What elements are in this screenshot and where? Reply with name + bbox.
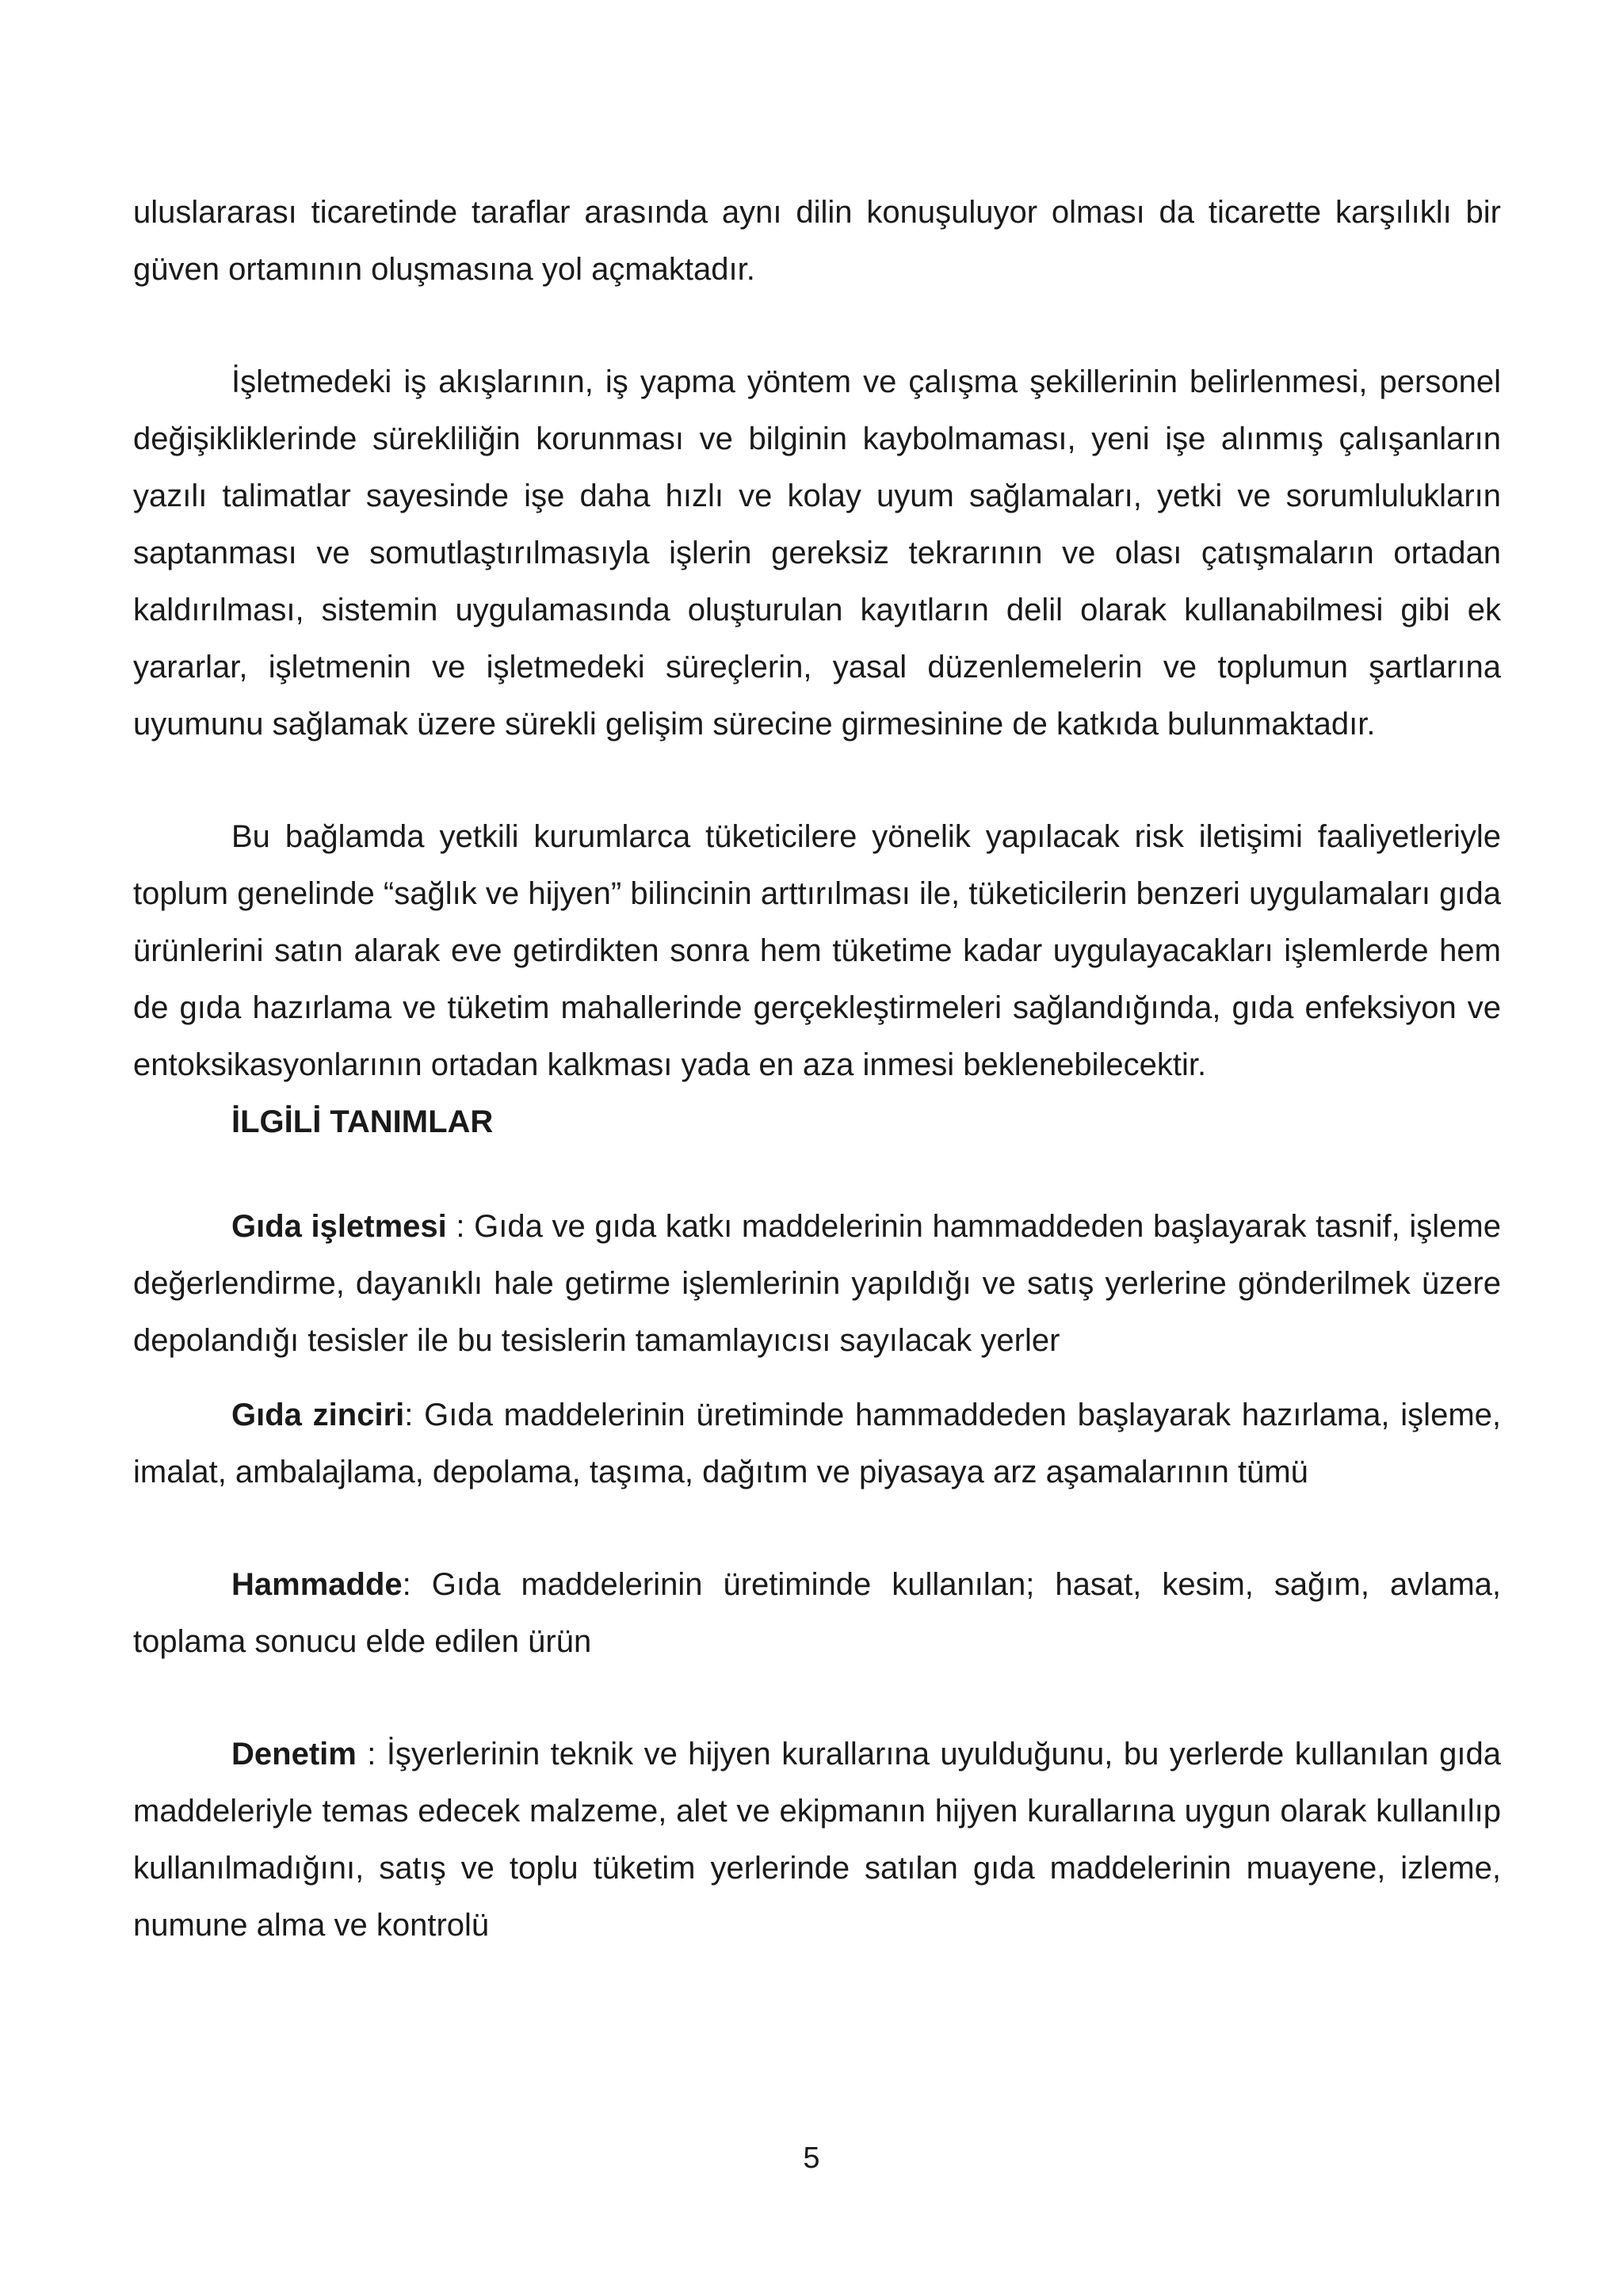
definition-food-chain [133,1386,1501,1501]
definition-text: Gıda maddelerinin üretiminde kullanılan; hasat, kesim, sağım, avlama, toplama sonucu elde edilen ürün [133,1567,1501,1659]
definition-text: Gıda maddelerinin üretiminde hammaddeden başlayarak hazırlama, işleme, imalat, ambalajlama, depolama, taşıma, dağıtım ve piyasaya arz aşamalarının tümü [133,1398,1501,1489]
paragraph-trade-language: uluslararası ticaretinde taraflar arasında aynı dilin konuşuluyor olması da ticarette karşılıklı bir güven ortamının oluşmasına yol açmaktadır. [133,195,1501,287]
paragraph-risk-communication: Bu bağlamda yetkili kurumlarca tüketicilere yönelik yapılacak risk iletişimi faaliyetleriyle toplum genelinde “sağlık ve hijyen” bilincinin arttırılması ile, tüketicilerin benzeri uygulamaları gıda ürünlerini satın alarak eve getirdikten sonra hem tüketime kadar uygulayacakları işlemlerde hem de gıda hazırlama ve tüketim mahallerinde gerçekleştirmeleri sağlandığında, gıda enfeksiyon ve entoksikasyonlarının ortadan kalkması yada en aza inmesi beklenebilecektir. [133,819,1501,1082]
definition-text: Gıda ve gıda katkı maddelerinin hammaddeden başlayarak tasnif, işleme değerlendirme, dayanıklı hale getirme işlemlerinin yapıldığı ve satış yerlerine gönderilmek üzere depolandığı tesisler ile bu tesislerin tamamlayıcısı sayılacak yerler [133,1209,1501,1358]
definition-inspection [133,1726,1501,1954]
definition-separator: : [356,1737,387,1772]
definition-term: Hammadde [231,1567,403,1602]
definition-term: Denetim [231,1737,357,1772]
section-heading: İLGİLİ TANIMLAR [231,1104,494,1139]
definition-term: Gıda zinciri [231,1398,405,1432]
definition-raw-material [133,1556,1501,1670]
page-content [133,184,1501,1954]
definition-separator: : [446,1209,475,1244]
definition-text: İşyerlerinin teknik ve hijyen kurallarına uyulduğunu, bu yerlerde kullanılan gıda maddeleriyle temas edecek malzeme, alet ve ekipmanın hijyen kurallarına uygun olarak kullanılıp kullanılmadığını, satış ve toplu tüketim yerlerinde satılan gıda maddelerinin muayene, izleme, numune alma ve kontrolü [133,1737,1501,1943]
definition-food-business [133,1198,1501,1369]
page-number: 5 [803,2142,820,2175]
paragraph-business-processes: İşletmedeki iş akışlarının, iş yapma yöntem ve çalışma şekillerinin belirlenmesi, personel değişikliklerinde sürekliliğin korunması ve bilginin kaybolmaması, yeni işe alınmış çalışanların yazılı talimatlar sayesinde işe daha hızlı ve kolay uyum sağlamaları, yetki ve sorumlulukların saptanması ve somutlaştırılmasıyla işlerin gereksiz tekrarının ve olası çatışmaların ortadan kaldırılması, sistemin uygulamasında oluşturulan kayıtların delil olarak kullanabilmesi gibi ek yararlar, işletmenin ve işletmedeki süreçlerin, yasal düzenlemelerin ve toplumun şartlarına uyumunu sağlamak üzere sürekli gelişim sürecine girmesinine de katkıda bulunmaktadır. [133,364,1501,742]
definition-separator: : [402,1567,432,1602]
definition-term: Gıda işletmesi [231,1209,447,1244]
definition-separator: : [404,1398,425,1432]
